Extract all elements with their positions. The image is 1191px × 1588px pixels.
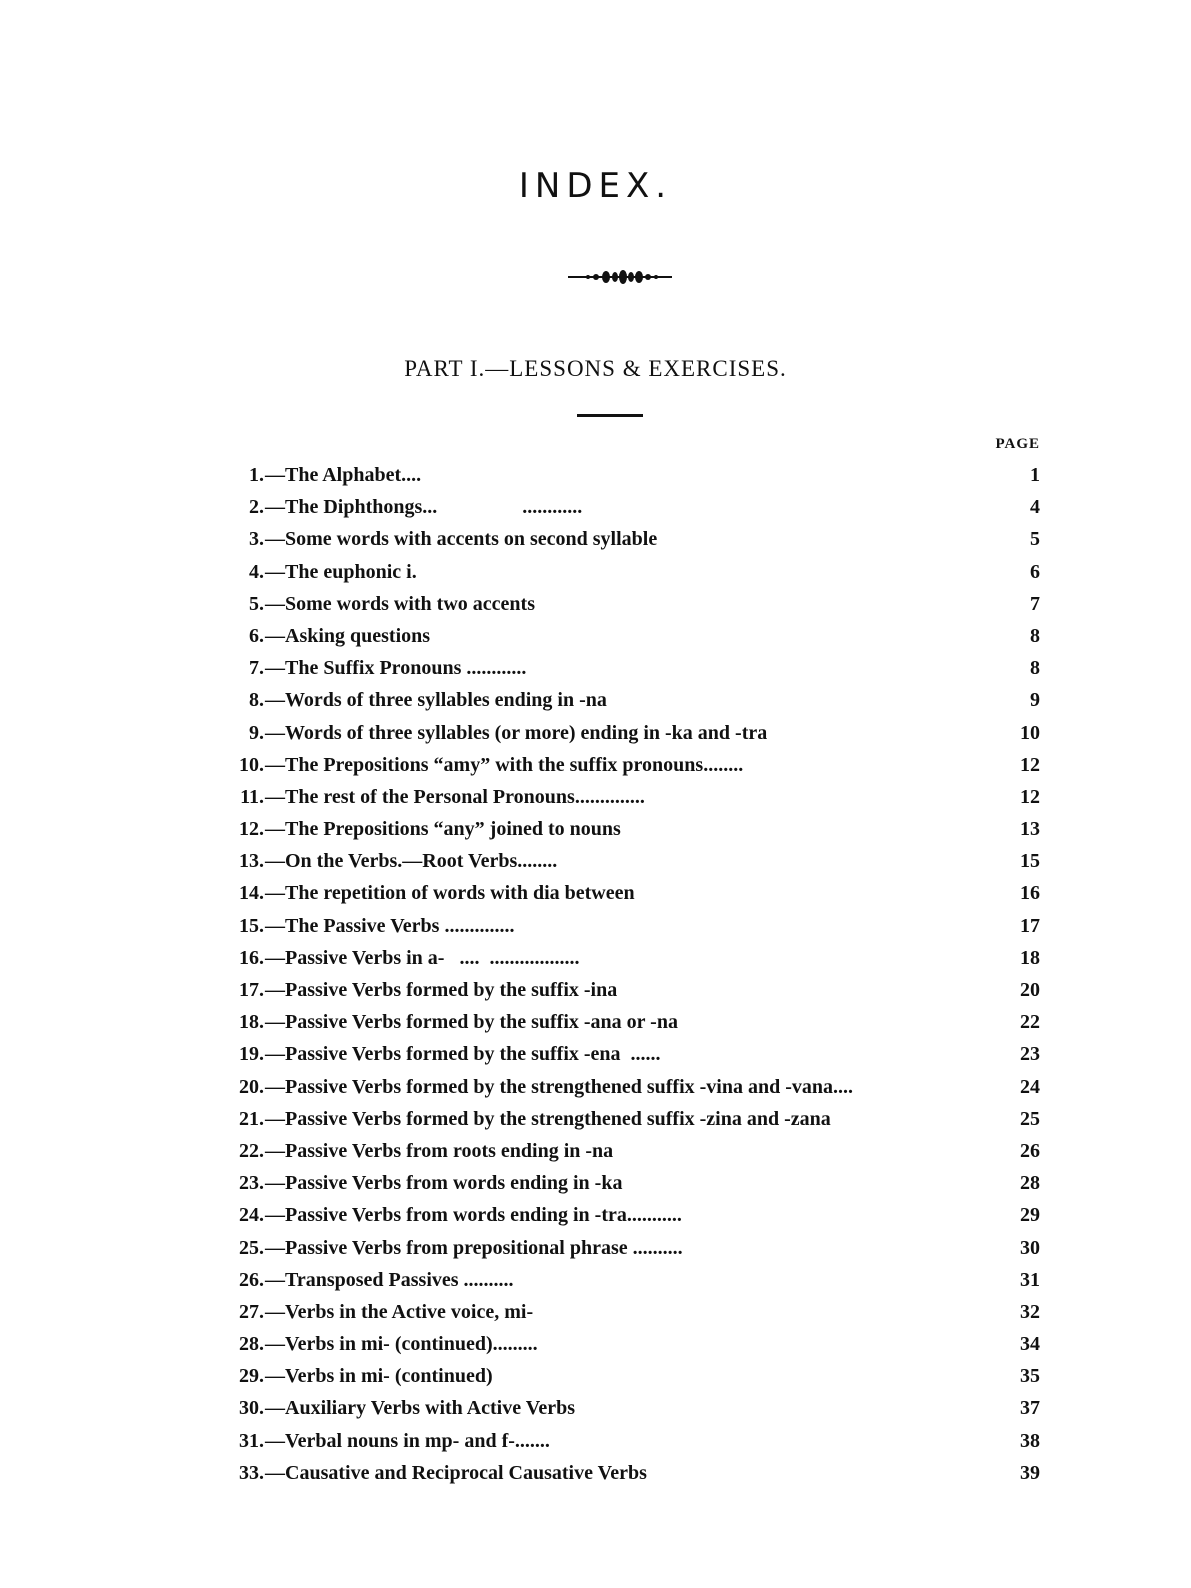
index-entry: [208, 781, 1040, 813]
entry-number: 20.: [239, 1075, 264, 1098]
index-entry: [208, 1425, 1040, 1457]
entry-page-number: 31: [1020, 1268, 1040, 1291]
entry-number: 18.: [239, 1011, 264, 1034]
entry-page-number: 26: [1020, 1139, 1040, 1162]
entry-page-number: 24: [1020, 1075, 1040, 1098]
entry-title: —The Alphabet....: [265, 464, 422, 486]
entry-page-number: 7: [1030, 592, 1040, 615]
entry-title: —Passive Verbs formed by the suffix -ena ......: [265, 1043, 661, 1066]
entry-page-number: 5: [1030, 528, 1040, 551]
entry-title: —On the Verbs.—Root Verbs........: [265, 850, 558, 873]
entry-number: 33.: [239, 1461, 264, 1484]
entry-title: —Passive Verbs from words ending in -tra...........: [265, 1204, 682, 1227]
index-entry: [208, 1392, 1040, 1424]
entry-title: —Transposed Passives ..........: [265, 1268, 514, 1291]
heading-rule: [577, 414, 643, 417]
entry-page-number: 39: [1020, 1461, 1040, 1484]
index-list: [208, 459, 1040, 1489]
entry-title: —Passive Verbs formed by the strengthened suffix -zina and -zana: [265, 1107, 831, 1130]
entry-number: 23.: [239, 1172, 264, 1195]
entry-title: —The Prepositions “amy” with the suffix pronouns........: [265, 753, 744, 776]
entry-page-number: 12: [1020, 753, 1040, 776]
index-entry: [208, 620, 1040, 652]
entry-number: 22.: [239, 1139, 264, 1162]
entry-page-number: 8: [1030, 624, 1040, 647]
entry-title: —Some words with two accents: [265, 592, 535, 615]
entry-title: —Verbs in mi- (continued): [265, 1365, 493, 1388]
index-entry: [208, 813, 1040, 845]
entry-title: —The Passive Verbs ..............: [265, 914, 515, 937]
index-entry: [208, 684, 1040, 716]
entry-title: —Words of three syllables (or more) ending in -ka and -tra: [265, 721, 768, 744]
index-entry: [208, 749, 1040, 781]
ornament-divider-icon: [568, 268, 672, 286]
entry-page-number: 1: [1030, 464, 1040, 486]
entry-page-number: 12: [1020, 785, 1040, 808]
entry-title: —The Suffix Pronouns ............: [265, 657, 527, 680]
index-entry: [208, 1296, 1040, 1328]
page-title: INDEX.: [518, 166, 673, 206]
index-entry: [208, 942, 1040, 974]
entry-page-number: 13: [1020, 818, 1040, 841]
entry-title: —Passive Verbs from words ending in -ka: [265, 1172, 623, 1195]
entry-title: —The repetition of words with dia between: [265, 882, 635, 905]
entry-page-number: 22: [1020, 1011, 1040, 1034]
index-entry: [208, 717, 1040, 749]
entry-page-number: 4: [1030, 496, 1040, 519]
entry-page-number: 6: [1030, 560, 1040, 583]
entry-page-number: 37: [1020, 1397, 1040, 1420]
entry-title: —Verbal nouns in mp- and f-.......: [265, 1429, 550, 1452]
index-entry: [208, 974, 1040, 1006]
entry-title: —Asking questions: [265, 624, 431, 647]
entry-page-number: 23: [1020, 1043, 1040, 1066]
index-entry: [208, 1264, 1040, 1296]
entry-title: —Verbs in mi- (continued).........: [265, 1333, 538, 1356]
entry-page-number: 8: [1030, 657, 1040, 680]
entry-title: —The euphonic i.: [265, 560, 417, 583]
entry-number: 15.: [239, 914, 264, 937]
index-entry: [208, 459, 1040, 491]
index-entry: [208, 1167, 1040, 1199]
entry-number: 31.: [239, 1429, 264, 1452]
entry-page-number: 25: [1020, 1107, 1040, 1130]
entry-number: 24.: [239, 1204, 264, 1227]
entry-page-number: 32: [1020, 1300, 1040, 1323]
entry-number: 29.: [239, 1365, 264, 1388]
entry-number: 13.: [239, 850, 264, 873]
index-entry: [208, 1457, 1040, 1489]
entry-title: —Auxiliary Verbs with Active Verbs: [265, 1397, 576, 1420]
index-entry: [208, 1360, 1040, 1392]
index-entry: [208, 1006, 1040, 1038]
entry-page-number: 28: [1020, 1172, 1040, 1195]
entry-number: 9.: [249, 721, 264, 744]
entry-page-number: 10: [1020, 721, 1040, 744]
entry-number: 28.: [239, 1333, 264, 1356]
entry-page-number: 29: [1020, 1204, 1040, 1227]
entry-page-number: 16: [1020, 882, 1040, 905]
entry-number: 5.: [249, 592, 264, 615]
entry-number: 30.: [239, 1397, 264, 1420]
entry-title: —Passive Verbs formed by the strengthened suffix -vina and -vana....: [265, 1075, 853, 1098]
entry-title: —Passive Verbs in a- .... ..................: [265, 946, 580, 969]
index-entry: [208, 877, 1040, 909]
index-entry: [208, 523, 1040, 555]
entry-number: 11.: [240, 785, 264, 808]
entry-title: —Some words with accents on second syllable: [265, 528, 658, 551]
entry-number: 25.: [239, 1236, 264, 1259]
entry-number: 16.: [239, 946, 264, 969]
entry-number: 19.: [239, 1043, 264, 1066]
entry-title: —Verbs in the Active voice, mi-: [265, 1300, 534, 1323]
entry-number: 3.: [249, 528, 264, 551]
entry-number: 2.: [249, 496, 264, 519]
entry-number: 4.: [249, 560, 264, 583]
index-entry: [208, 1199, 1040, 1231]
entry-page-number: 20: [1020, 979, 1040, 1001]
entry-number: 14.: [239, 882, 264, 905]
entry-number: 26.: [239, 1268, 264, 1291]
entry-page-number: 30: [1020, 1236, 1040, 1259]
entry-number: 27.: [239, 1300, 264, 1323]
entry-title: —Passive Verbs formed by the suffix -ana or -na: [265, 1011, 678, 1034]
index-entry: [208, 1328, 1040, 1360]
entry-number: 10.: [239, 753, 264, 776]
index-entry: [208, 1038, 1040, 1070]
entry-title: —Passive Verbs formed by the suffix -ina: [265, 979, 618, 1001]
index-entry: [208, 845, 1040, 877]
entry-page-number: 15: [1020, 850, 1040, 873]
index-entry: [208, 652, 1040, 684]
index-entry: [208, 1103, 1040, 1135]
entry-number: 1.: [249, 464, 264, 486]
index-entry: [208, 491, 1040, 523]
index-entry: [208, 1071, 1040, 1103]
entry-page-number: 17: [1020, 914, 1040, 937]
index-entry: [208, 1135, 1040, 1167]
entry-title: —The Prepositions “any” joined to nouns: [265, 818, 621, 841]
entry-page-number: 18: [1020, 946, 1040, 969]
entry-title: —Passive Verbs from prepositional phrase ..........: [265, 1236, 683, 1259]
entry-title: —Passive Verbs from roots ending in -na: [265, 1139, 614, 1162]
entry-title: —Words of three syllables ending in -na: [265, 689, 607, 712]
index-entry: [208, 588, 1040, 620]
entry-page-number: 35: [1020, 1365, 1040, 1388]
entry-page-number: 38: [1020, 1429, 1040, 1452]
entry-number: 8.: [249, 689, 264, 712]
entry-title: —The rest of the Personal Pronouns..............: [265, 785, 645, 808]
index-entry: [208, 910, 1040, 942]
index-entry: [208, 1232, 1040, 1264]
entry-page-number: 9: [1030, 689, 1040, 712]
section-heading: PART I.—LESSONS & EXERCISES.: [404, 356, 787, 381]
index-entry: [208, 556, 1040, 588]
entry-title: —Causative and Reciprocal Causative Verbs: [265, 1461, 647, 1484]
entry-number: 17.: [239, 979, 264, 1001]
entry-number: 21.: [239, 1107, 264, 1130]
page-column-label: PAGE: [995, 436, 1040, 452]
entry-number: 7.: [249, 657, 264, 680]
entry-title: —The Diphthongs... ............: [265, 496, 583, 519]
entry-number: 6.: [249, 624, 264, 647]
entry-page-number: 34: [1020, 1333, 1040, 1356]
entry-number: 12.: [239, 818, 264, 841]
